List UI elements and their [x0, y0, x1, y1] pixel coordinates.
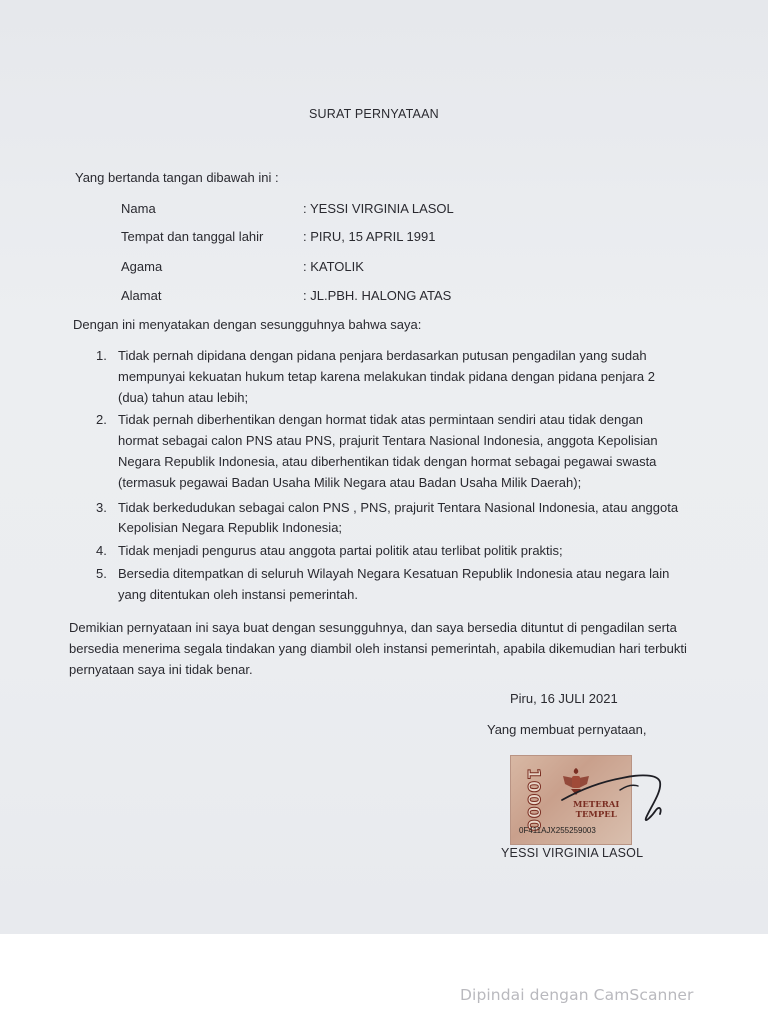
statement-number: 3.	[96, 499, 107, 515]
field-label-birth: Tempat dan tanggal lahir	[121, 229, 264, 244]
statement-number: 5.	[96, 565, 107, 581]
maker-label: Yang membuat pernyataan,	[487, 722, 647, 737]
field-label-address: Alamat	[121, 288, 162, 303]
field-value-address: : JL.PBH. HALONG ATAS	[303, 288, 452, 303]
statement-item	[96, 564, 686, 606]
handwritten-signature	[560, 760, 670, 830]
stamp-label: METERAI TEMPEL	[573, 800, 620, 820]
field-label-religion: Agama	[121, 259, 163, 274]
field-value-religion: : KATOLIK	[303, 259, 364, 274]
scanner-watermark: Dipindai dengan CamScanner	[460, 986, 694, 1004]
statement-number: 4.	[96, 543, 107, 559]
statement-text: Tidak pernah diberhentikan dengan hormat tidak atas permintaan sendiri atau tidak dengan hormat sebagai calon PNS atau PNS, prajurit Tentara Nasional Indonesia, anggota Kepolisian Negara Republik Indonesia, atau diberhentikan tidak dengan hormat sebagai pegawai swasta (termasuk pegawai Badan Usaha Milik Negara atau Badan Usaha Milik Daerah);	[118, 412, 658, 490]
statement-number: 2.	[96, 412, 107, 428]
declaration-intro: Dengan ini menyatakan dengan sesungguhnya bahwa saya:	[73, 317, 422, 332]
intro-text: Yang bertanda tangan dibawah ini :	[75, 170, 279, 185]
statement-item	[96, 498, 686, 540]
statement-text: Tidak pernah dipidana dengan pidana penjara berdasarkan putusan pengadilan yang sudah mempunyai kekuatan hukum tetap karena melakukan tindak pidana dengan pidana penjara 2 (dua) tahun atau lebih;	[118, 348, 655, 405]
stamp-serial: 0F411AJX255259003	[519, 826, 596, 835]
stamp-value: 10000	[523, 767, 543, 833]
field-label-name: Nama	[121, 201, 156, 216]
statement-text: Bersedia ditempatkan di seluruh Wilayah Negara Kesatuan Republik Indonesia atau negara lain yang ditentukan oleh instansi pemerintah.	[118, 565, 670, 602]
statement-item	[96, 541, 686, 562]
statement-item	[96, 410, 686, 493]
closing-paragraph: Demikian pernyataan ini saya buat dengan sesungguhnya, dan saya bersedia dituntut di pengadilan serta bersedia menerima segala tindakan yang diambil oleh instansi pemerintah, apabila dikemudian hari terbukti pernyataan saya ini tidak benar.	[69, 620, 687, 677]
place-date: Piru, 16 JULI 2021	[510, 691, 618, 706]
statement-text: Tidak berkedudukan sebagai calon PNS , PNS, prajurit Tentara Nasional Indonesia, atau anggota Kepolisian Negara Republik Indonesia;	[118, 499, 679, 536]
field-value-birth: : PIRU, 15 APRIL 1991	[303, 229, 436, 244]
statement-list	[96, 346, 686, 608]
signer-name: YESSI VIRGINIA LASOL	[501, 846, 644, 860]
field-value-name: : YESSI VIRGINIA LASOL	[303, 201, 454, 216]
statement-text: Tidak menjadi pengurus atau anggota partai politik atau terlibat politik praktis;	[118, 543, 563, 559]
statement-item	[96, 346, 686, 408]
statement-number: 1.	[96, 348, 107, 363]
document-title: SURAT PERNYATAAN	[309, 107, 439, 121]
